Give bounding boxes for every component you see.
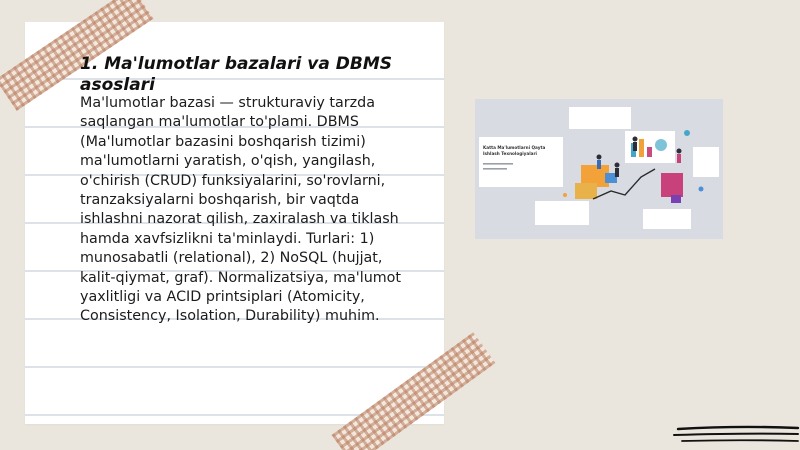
slide-title: 1. Ma'lumotlar bazalari va DBMS asoslari xyxy=(80,54,392,95)
slide-body-text: Ma'lumotlar bazasi — strukturaviy tarzda saqlangan ma'lumotlar to'plami. DBMS (Ma'lumotlar bazasini boshqarish tizimi) ma'lumotlarni yaratish, o'qish, yangilash, o'chirish (CRUD) funksiyalarini, so'rovlarni, tranzaksiyalarni boshqarish, bir vaqtda ishlashni nazorat qilish, zaxiralash va tiklash hamda xavfsizlikni ta'minlaydi. Turlari: 1) munosabatli (relational), 2) NoSQL (hujjat, kalit-qiymat, graf). Normalizatsiya, ma'lumot yaxlitligi va ACID printsiplari (Atomicity, Consistency, Isolation, Durability) muhim. xyxy=(80,95,402,325)
thumb-card-bottom xyxy=(535,201,589,225)
thumb-yellow-block xyxy=(575,183,597,199)
thumb-card-top xyxy=(569,107,631,129)
decorative-brush-strokes xyxy=(672,420,800,450)
illustration-thumbnail xyxy=(475,99,723,239)
thumb-magenta-block xyxy=(661,173,683,197)
thumb-card-bottom-right xyxy=(643,209,691,229)
thumb-purple-block xyxy=(671,195,681,203)
thumb-heading-line2: Ishlash Texnologiyalari xyxy=(483,151,537,156)
thumb-heading-line1: Katta Ma'lumotlarni Qayta xyxy=(483,145,546,150)
thumb-card-right xyxy=(693,147,719,177)
